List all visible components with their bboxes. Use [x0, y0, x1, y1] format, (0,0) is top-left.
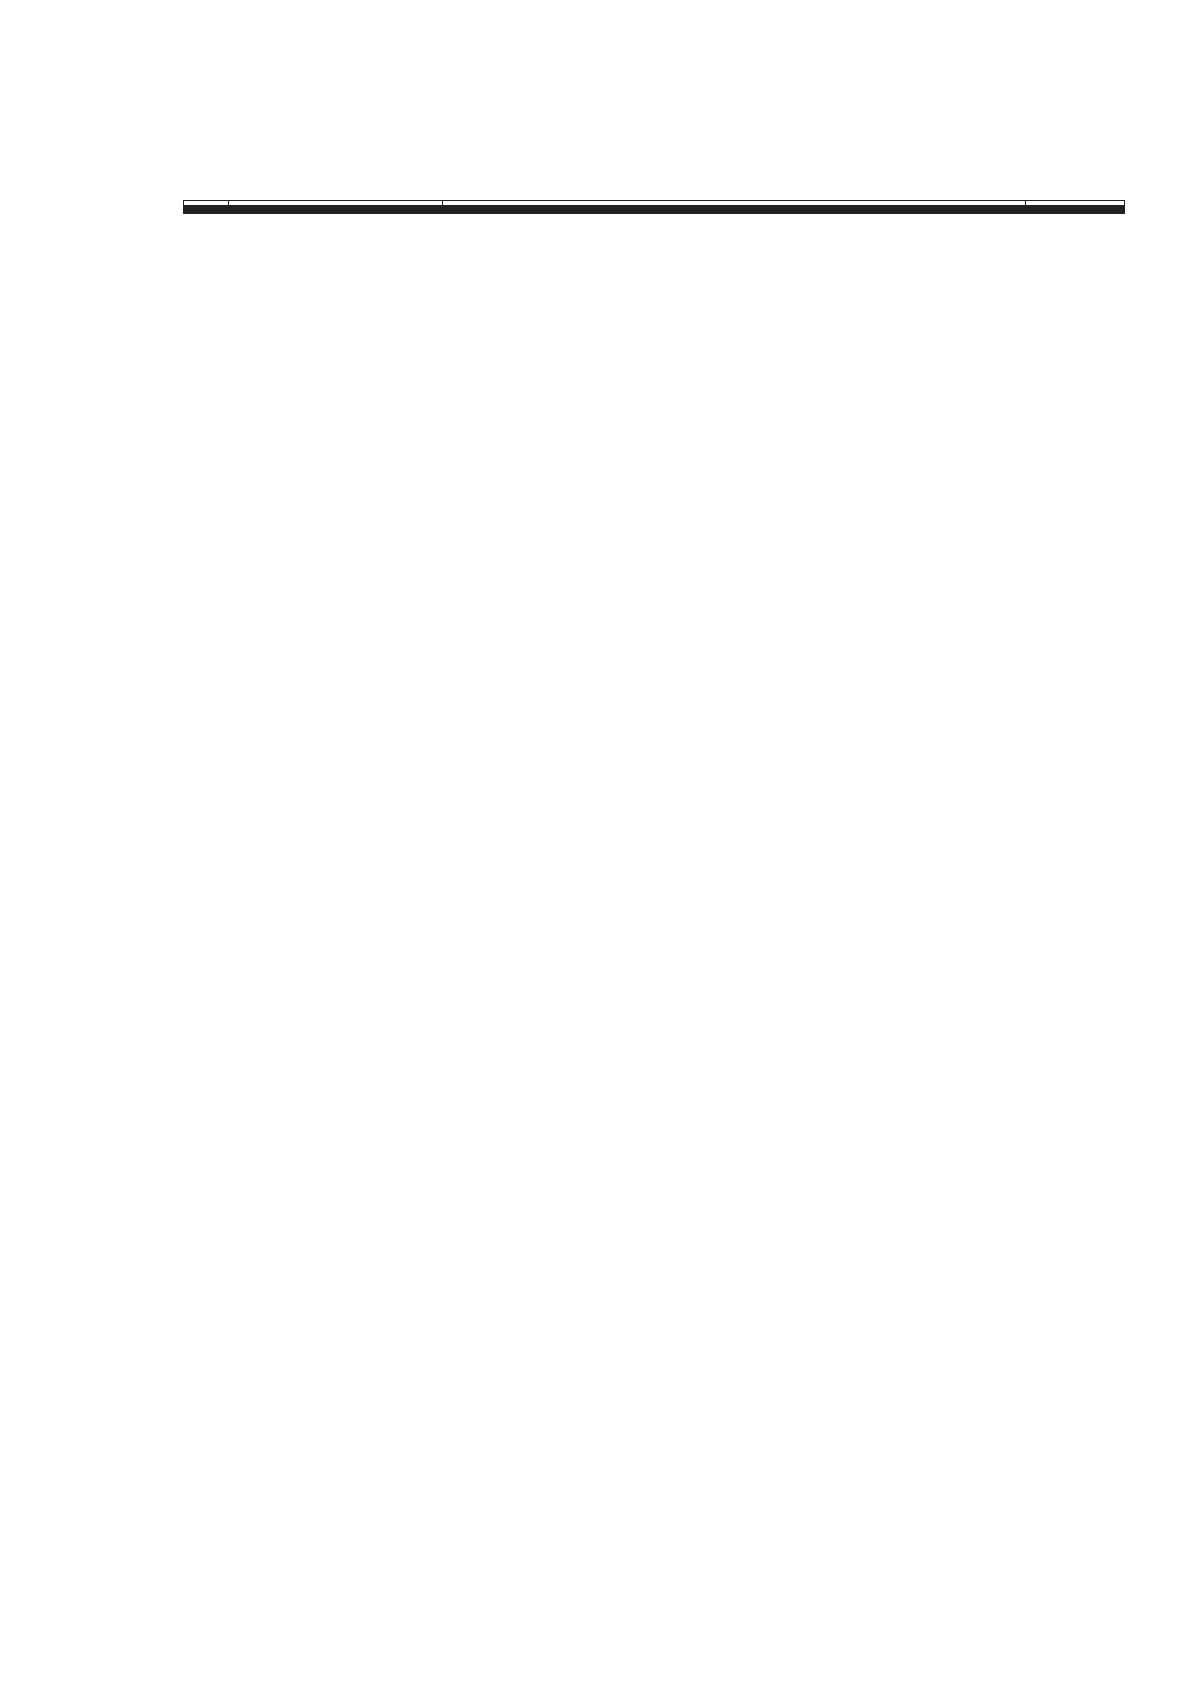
- row-score: [1025, 213, 1124, 214]
- criteria-table: [183, 200, 1125, 214]
- row-num: [184, 213, 229, 214]
- row-name: [229, 213, 443, 214]
- table-row: [184, 213, 1125, 214]
- row-description: [442, 213, 1025, 214]
